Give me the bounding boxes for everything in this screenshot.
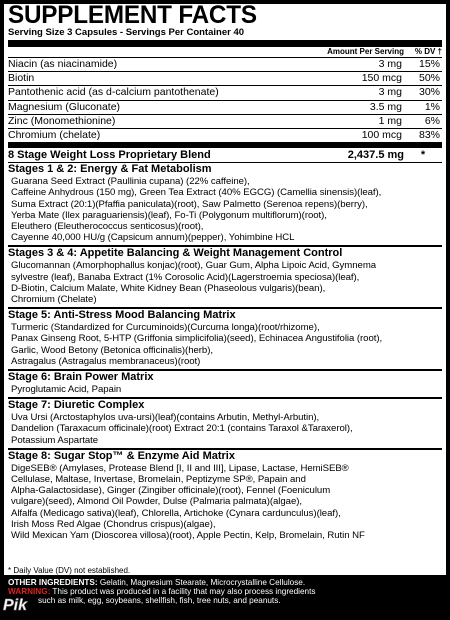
blend-amount: 2,437.5 mg [347, 149, 404, 162]
ingredient-line: Chromium (Chelate) [11, 293, 97, 305]
stage-list [8, 162, 442, 543]
stage-ingredients [8, 463, 442, 541]
stage-title: Stage 7: Diuretic Complex [8, 399, 145, 412]
stage-section [8, 369, 442, 397]
nutrient-name: Biotin [8, 72, 35, 85]
stage-title: Stage 6: Brain Power Matrix [8, 370, 154, 383]
ingredient-line: Dandelion (Taraxacum officinale)(root) Extract 20:1 (contains Taraxol &Taraxerol), [11, 423, 353, 435]
stage-section [8, 307, 442, 369]
stage-title: Stages 1 & 2: Energy & Fat Metabolism [8, 163, 212, 176]
ingredient-line: Eleuthero (Eleutherococcus senticosus)(root), [11, 220, 204, 232]
ingredient-line: Guarana Seed Extract (Paullinia cupana) (22% caffeine), [11, 176, 250, 188]
nutrient-dv: 30% [418, 86, 440, 99]
nutrient-dv: 15% [418, 58, 440, 70]
ingredient-line: Irish Moss Red Algae (Chondrus crispus)(algae), [11, 518, 216, 530]
ingredient-line: vulgare)(seed), Almond Oil Powder, Dulse (Palmaria palmata)(algae), [11, 496, 302, 508]
ingredient-line: Uva Ursi (Arctostaphylos uva-ursi)(leaf)(contains Arbutin, Methyl-Arbutin), [11, 412, 320, 424]
nutrient-row [8, 128, 442, 142]
warning-line-2: such as milk, egg, soybeans, shellfish, fish, tree nuts, and peanuts. [38, 596, 281, 605]
stage-ingredients [8, 322, 442, 367]
ingredient-line: Turmeric (Standardized for Curcuminoids)(Curcuma longa)(root/rhizome), [11, 322, 320, 334]
nutrient-amount: 3.5 mg [369, 100, 402, 113]
nutrient-row [8, 57, 442, 71]
nutrient-amount: 100 mcg [361, 128, 402, 141]
nutrient-row [8, 100, 442, 114]
dv-footnote: * Daily Value (DV) not established. [8, 566, 131, 575]
ingredient-line: Alpha-Galactosidase), Ginger (Zingiber officinale)(root), Fennel (Foeniculum [11, 485, 331, 497]
ingredient-line: Yerba Mate (Ilex paraguariensis)(leaf), Fo-Ti (Polygonum multiflorum)(root), [11, 209, 327, 221]
blend-name: 8 Stage Weight Loss Proprietary Blend [8, 149, 211, 162]
watermark-text: Pik [3, 597, 28, 614]
ingredient-line: Alfalfa (Medicago sativa)(leaf), Chlorella, Artichoke (Cynara cardunculus)(leaf), [11, 507, 341, 519]
other-ingredients-label: OTHER INGREDIENTS: [8, 578, 98, 587]
ingredient-line: Suma Extract (20:1)(Pfaffia paniculata)(root), Saw Palmetto (Serenoa repens)(berry), [11, 198, 368, 210]
ingredient-line: Pyroglutamic Acid, Papain [11, 383, 122, 395]
warning-text: This product was produced in a facility that may also process ingredients [50, 587, 316, 596]
supplement-facts-panel [4, 4, 446, 575]
nutrient-amount: 3 mg [378, 86, 402, 99]
nutrient-amount: 3 mg [378, 58, 402, 70]
stage-title: Stage 8: Sugar Stop™ & Enzyme Aid Matrix [8, 449, 235, 462]
ingredient-line: Potassium Aspartate [11, 434, 99, 446]
watermark-icon [2, 593, 42, 615]
nutrient-table [8, 57, 442, 142]
dv-header: % DV † [414, 47, 442, 56]
nutrient-row [8, 114, 442, 128]
ingredient-line: sylvestre (leaf), Banaba Extract (1% Corosolic Acid)(Lagerstroemia speciosa)(leaf), [11, 271, 360, 283]
proprietary-blend-row [8, 142, 442, 162]
nutrient-dv: 83% [418, 128, 440, 141]
stage-ingredients [8, 412, 442, 446]
serving-info: Serving Size 3 Capsules - Servings Per Container 40 [8, 27, 245, 38]
warning-label: WARNING: [8, 587, 51, 596]
thick-divider [8, 40, 442, 47]
nutrient-name: Zinc (Monomethionine) [8, 114, 116, 127]
nutrient-dv: 1% [424, 100, 440, 113]
stage-section [8, 245, 442, 307]
ingredient-line: Cellulase, Maltase, Invertase, Bromelain, Peptizyme SP®, Papain and [11, 473, 306, 485]
nutrient-name: Chromium (chelate) [8, 128, 101, 141]
other-ingredients [8, 578, 444, 587]
watermark-logo [2, 593, 42, 615]
nutrient-dv: 6% [424, 114, 440, 127]
nutrient-name: Pantothenic acid (as d-calcium pantothenate) [8, 86, 219, 99]
nutrient-name: Magnesium (Gluconate) [8, 100, 121, 113]
ingredient-line: Cayenne 40,000 HU/g (Capsicum annum)(pepper), Yohimbine HCL [11, 232, 295, 244]
ingredient-line: Wild Mexican Yam (Dioscorea villosa)(root), Apple Pectin, Kelp, Bromelain, Rutin NF [11, 530, 365, 541]
nutrient-dv: 50% [418, 72, 440, 85]
ingredient-line: Panax Ginseng Root, 5-HTP (Griffonia simplicifolia)(seed), Echinacea Angustifolia (root), [11, 333, 383, 345]
amount-header: Amount Per Serving [327, 47, 404, 56]
ingredient-line: Astragalus (Astragalus membranaceus)(root) [11, 355, 201, 367]
ingredient-line: DigeSEB® (Amylases, Protease Blend [I, II and III], Lipase, Lactase, HemiSEB® [11, 462, 349, 474]
ingredient-line: Glucomannan (Amorphophallus konjac)(root), Guar Gum, Alpha Lipoic Acid, Gymnema [11, 260, 377, 272]
column-header [8, 47, 442, 57]
stage-section [8, 448, 442, 543]
ingredient-line: D-Biotin, Calcium Malate, White Kidney Bean (Phaseolous vulgaris)(bean), [11, 282, 326, 294]
stage-title: Stages 3 & 4: Appetite Balancing & Weight Management Control [8, 247, 343, 260]
nutrient-amount: 1 mg [378, 114, 402, 127]
stage-ingredients [8, 384, 442, 395]
stage-title: Stage 5: Anti-Stress Mood Balancing Matrix [8, 309, 236, 322]
nutrient-name: Niacin (as niacinamide) [8, 58, 118, 70]
panel-title: SUPPLEMENT FACTS [8, 4, 257, 29]
nutrient-row [8, 85, 442, 99]
ingredient-line: Garlic, Wood Betony (Betonica officinalis)(herb), [11, 344, 213, 356]
blend-dv: * [420, 149, 426, 162]
stage-section [8, 397, 442, 448]
ingredient-line: Caffeine Anhydrous (150 mg), Green Tea Extract (40% EGCG) (Camellia sinensis)(leaf), [11, 187, 382, 199]
nutrient-amount: 150 mcg [361, 72, 402, 85]
nutrient-row [8, 71, 442, 85]
warning-line [8, 587, 444, 596]
stage-ingredients [8, 176, 442, 243]
label-footer [8, 578, 444, 605]
stage-section [8, 162, 442, 245]
stage-ingredients [8, 260, 442, 305]
other-ingredients-text: Gelatin, Magnesium Stearate, Microcrystalline Cellulose. [97, 578, 306, 587]
